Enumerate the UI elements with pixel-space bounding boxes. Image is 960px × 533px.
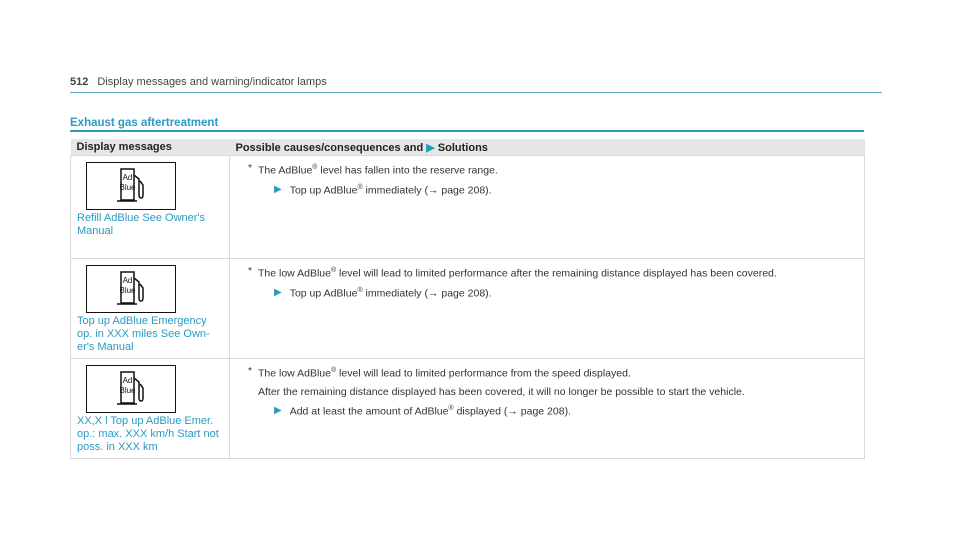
message-label: Refill AdBlue See Owner's Manual (77, 212, 206, 237)
table-row (71, 359, 865, 459)
triangle-right-icon: ▶ (274, 184, 282, 196)
triangle-right-icon: ▶ (274, 287, 282, 299)
section-title: Exhaust gas aftertreatment (70, 117, 219, 129)
triangle-right-icon: ▶ (426, 141, 435, 154)
svg-text:Blue: Blue (119, 183, 136, 192)
message-label: Top up AdBlue Emergency op. in XXX miles See Own-er's Manual (77, 315, 210, 353)
svg-text:Blue: Blue (119, 286, 136, 295)
page-header-title: Display messages and warning/indicator lamps (97, 76, 327, 88)
cause-text: * The low AdBlue® level will lead to limited performance after the remaining distance displayed has been covered. (248, 265, 777, 280)
column-header-display-messages: Display messages (71, 139, 230, 156)
cause-text: * The low AdBlue® level will lead to limited performance from the speed displayed. (248, 365, 631, 380)
solution-step: ▶ Top up AdBlue® immediately (→ page 208). (274, 286, 492, 299)
svg-text:Ad: Ad (122, 173, 133, 182)
section-divider (70, 130, 864, 132)
svg-text:Blue: Blue (119, 386, 136, 395)
message-label: XX,X l Top up AdBlue Emer. op.: max. XXX km/h Start not poss. in XXX km (77, 415, 219, 453)
note-text: After the remaining distance displayed has been covered, it will no longer be possible to start the vehicle. (258, 385, 745, 398)
svg-text:Ad: Ad (122, 276, 133, 285)
adblue-pump-icon (86, 265, 176, 313)
page-number: 512 (70, 76, 89, 88)
adblue-pump-icon (86, 365, 176, 413)
column-header-causes-solutions: Possible causes/consequences and ▶ Solutions (230, 139, 865, 156)
solution-step: ▶ Top up AdBlue® immediately (→ page 208). (274, 183, 492, 196)
triangle-right-icon: ▶ (274, 405, 282, 417)
table-row (71, 259, 865, 359)
adblue-pump-icon (86, 162, 176, 210)
header-divider (70, 92, 882, 93)
solution-step: ▶ Add at least the amount of AdBlue® displayed (→ page 208). (274, 404, 571, 417)
svg-text:Ad: Ad (122, 376, 133, 385)
display-messages-table (70, 139, 865, 459)
cause-text: * The AdBlue® level has fallen into the reserve range. (248, 162, 498, 177)
table-row (71, 156, 865, 259)
page-header (70, 76, 327, 88)
